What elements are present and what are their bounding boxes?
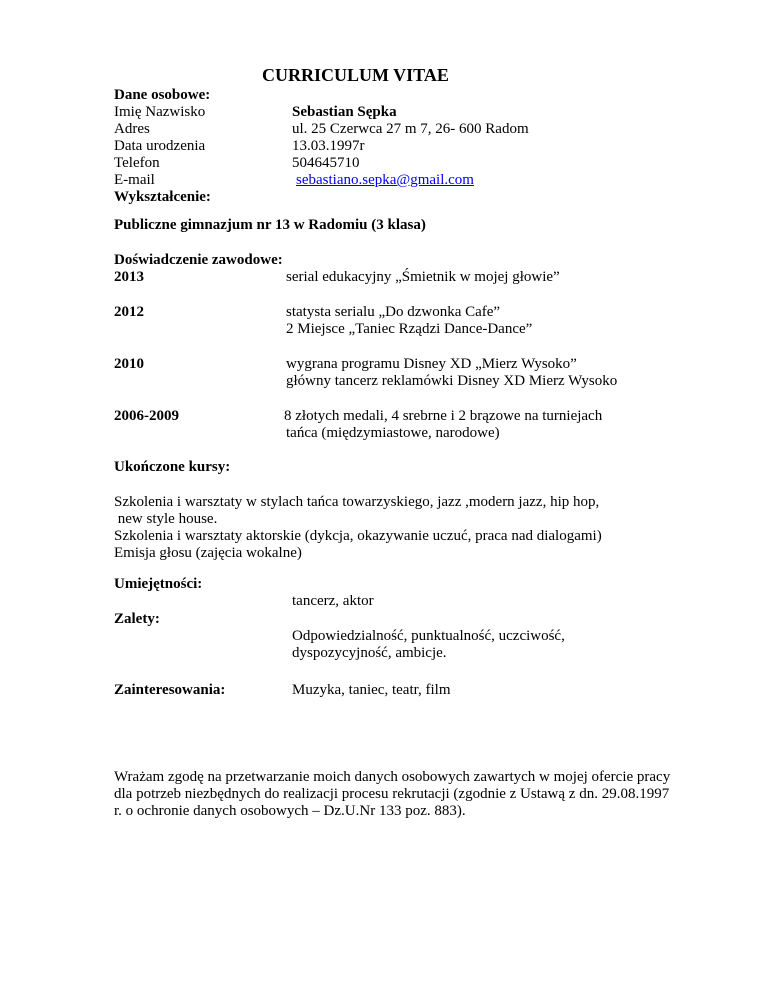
experience-year: 2012	[114, 304, 144, 320]
course-line: new style house.	[114, 511, 218, 527]
skills-heading: Umiejętności:	[114, 576, 203, 592]
consent-line: r. o ochronie danych osobowych – Dz.U.Nr 133 poz. 883).	[114, 803, 466, 819]
document-title: CURRICULUM VITAE	[262, 65, 449, 85]
label-email: E-mail	[114, 172, 155, 188]
label-name: Imię Nazwisko	[114, 104, 206, 120]
value-birth-date: 13.03.1997r	[292, 138, 365, 154]
personal-data-heading: Dane osobowe:	[114, 87, 211, 103]
education-school: Publiczne gimnazjum nr 13 w Radomiu (3 klasa)	[114, 217, 426, 233]
interests-value: Muzyka, taniec, teatr, film	[292, 682, 451, 698]
label-address: Adres	[114, 121, 150, 137]
experience-line: główny tancerz reklamówki Disney XD Mierz Wysoko	[286, 373, 618, 389]
interests-heading: Zainteresowania:	[114, 682, 226, 698]
course-line: Szkolenia i warsztaty w stylach tańca towarzyskiego, jazz ,modern jazz, hip hop,	[114, 494, 600, 510]
value-name: Sebastian Sępka	[292, 104, 397, 120]
label-phone: Telefon	[114, 155, 160, 171]
virtues-line: dyspozycyjność, ambicje.	[292, 645, 447, 661]
course-line: Szkolenia i warsztaty aktorskie (dykcja, okazywanie uczuć, praca nad dialogami)	[114, 528, 602, 544]
education-heading: Wykształcenie:	[114, 189, 211, 205]
experience-year: 2010	[114, 356, 144, 372]
label-birth-date: Data urodzenia	[114, 138, 206, 154]
experience-year: 2006-2009	[114, 408, 179, 424]
virtues-heading: Zalety:	[114, 611, 160, 627]
virtues-line: Odpowiedzialność, punktualność, uczciwość,	[292, 628, 565, 644]
experience-line: 2 Miejsce „Taniec Rządzi Dance-Dance”	[286, 321, 533, 337]
course-line: Emisja głosu (zajęcia wokalne)	[114, 545, 302, 561]
value-address: ul. 25 Czerwca 27 m 7, 26- 600 Radom	[292, 121, 529, 137]
experience-line: serial edukacyjny „Śmietnik w mojej głowie”	[286, 269, 560, 285]
experience-line: wygrana programu Disney XD „Mierz Wysoko”	[286, 356, 577, 372]
consent-line: Wrażam zgodę na przetwarzanie moich danych osobowych zawartych w mojej ofercie pracy	[114, 769, 671, 785]
experience-heading: Doświadczenie zawodowe:	[114, 252, 283, 268]
experience-line: statysta serialu „Do dzwonka Cafe”	[286, 304, 501, 320]
experience-line: 8 złotych medali, 4 srebrne i 2 brązowe na turniejach	[284, 408, 603, 424]
consent-line: dla potrzeb niezbędnych do realizacji procesu rekrutacji (zgodnie z Ustawą z dn. 29.08.1997	[114, 786, 670, 802]
courses-heading: Ukończone kursy:	[114, 459, 231, 475]
skills-value: tancerz, aktor	[292, 593, 374, 609]
experience-year: 2013	[114, 269, 144, 285]
experience-line: tańca (międzymiastowe, narodowe)	[286, 425, 500, 441]
value-phone: 504645710	[292, 155, 360, 171]
email-link[interactable]: sebastiano.sepka@gmail.com	[296, 172, 474, 188]
